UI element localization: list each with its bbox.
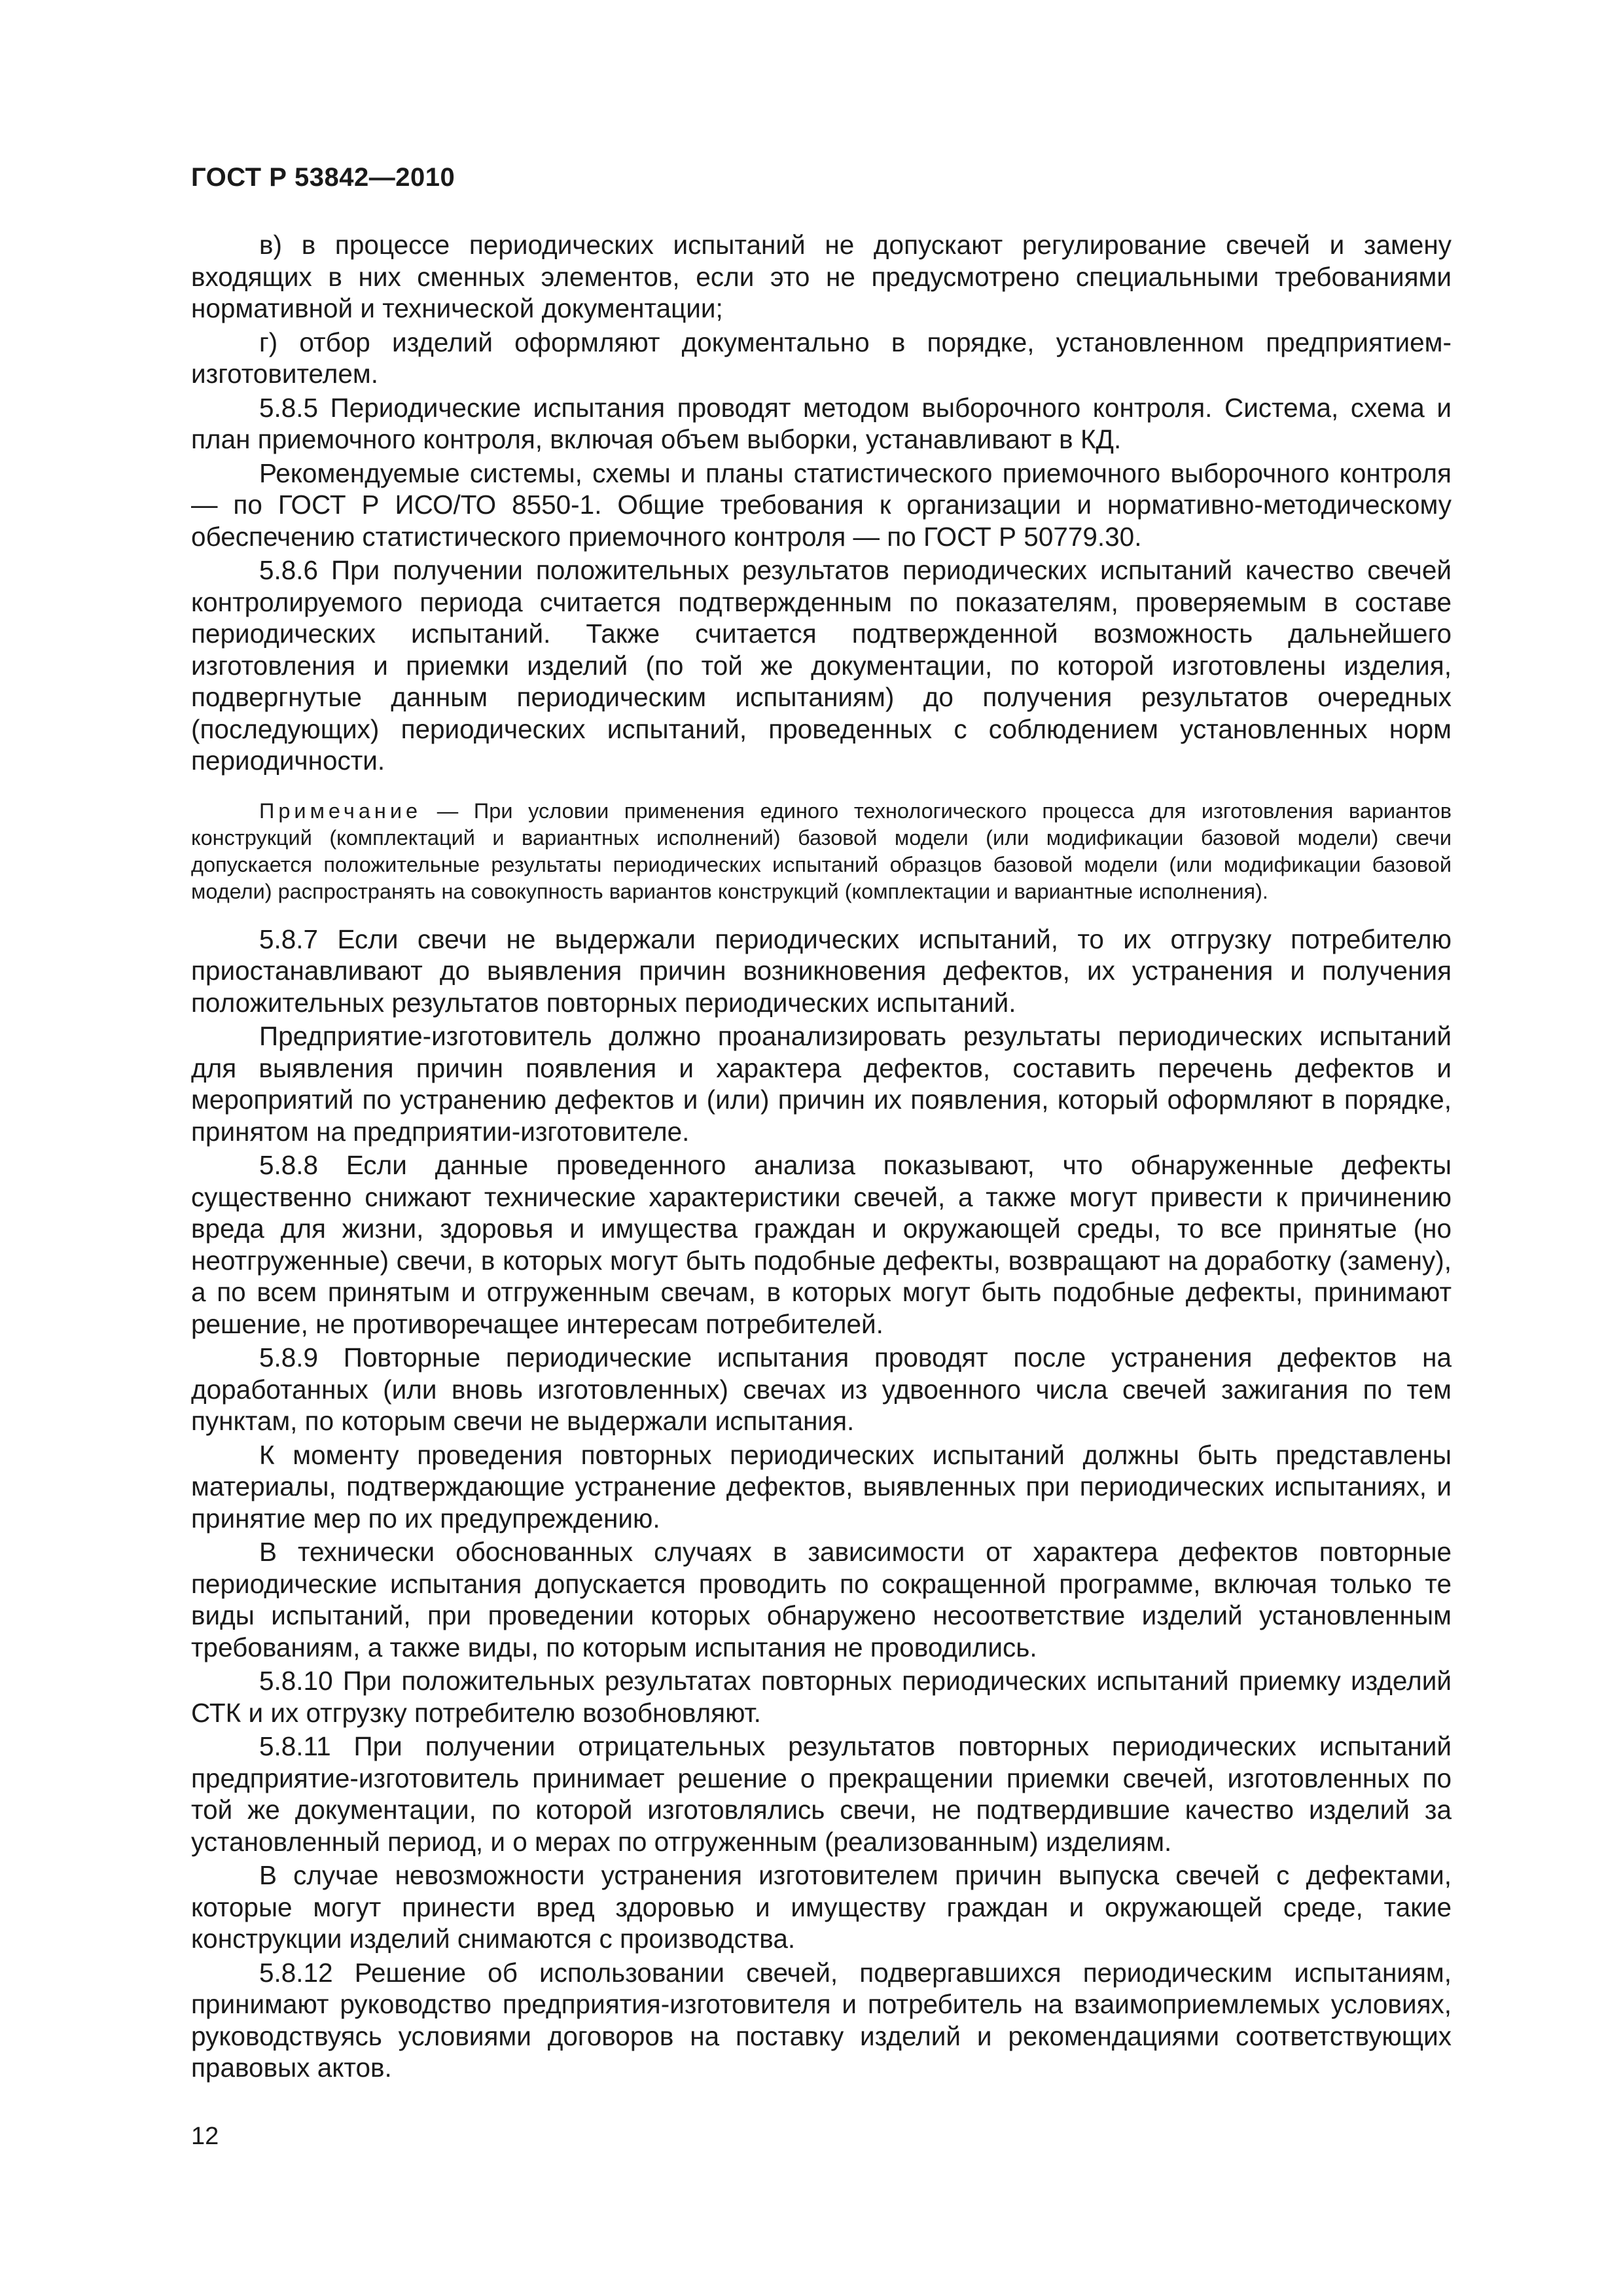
paragraph-5-8-7: 5.8.7 Если свечи не выдержали периодических испытаний, то их отгрузку потребителю приостанавливают до выявления причин возникновения дефектов, их устранения и получения положительных результатов повторных периодических испытаний.	[191, 924, 1452, 1018]
paragraph-5-8-5: 5.8.5 Периодические испытания проводят методом выборочного контроля. Система, схема и план приемочного контроля, включая объем выборки, устанавливают в КД.	[191, 392, 1452, 454]
paragraph-v: в) в процессе периодических испытаний не допускают регулирование свечей и замену входящих в них сменных элементов, если это не предусмотрено специальными требованиями нормативной и технической документации;	[191, 230, 1452, 323]
note-block	[191, 798, 1452, 905]
paragraph-5-8-10: 5.8.10 При положительных результатах повторных периодических испытаний приемку изделий СТК и их отгрузку потребителю возобновляют.	[191, 1666, 1452, 1728]
paragraph-5-8-12: 5.8.12 Решение об использовании свечей, подвергавшихся периодическим испытаниям, принимают руководство предприятия-изготовителя и потребитель на взаимоприемлемых условиях, руководствуясь условиями договоров на поставку изделий и рекомендациями соответствующих правовых актов.	[191, 1957, 1452, 2083]
document-header-code: ГОСТ Р 53842—2010	[191, 163, 455, 192]
document-body	[191, 229, 1452, 2086]
paragraph-materials: К моменту проведения повторных периодических испытаний должны быть представлены материалы, подтверждающие устранение дефектов, выявленных при периодических испытаниях, и принятие мер по их предупреждению.	[191, 1439, 1452, 1534]
paragraph-manufacturer-analysis: Предприятие-изготовитель должно проанализировать результаты периодических испытаний для выявления причин появления и характера дефектов, составить перечень дефектов и мероприятий по устранению дефектов и (или) причин их появления, который оформляют в порядке, принятом на предприятии-изготовителе.	[191, 1021, 1452, 1147]
paragraph-reduced-program: В технически обоснованных случаях в зависимости от характера дефектов повторные периодические испытания допускается проводить по сокращенной программе, включая только те виды испытаний, при проведении которых обнаружено несоответствие изделий установленным требованиям, а также виды, по которым испытания не проводились.	[191, 1537, 1452, 1662]
paragraph-5-8-9: 5.8.9 Повторные периодические испытания проводят после устранения дефектов на доработанных (или вновь изготовленных) свечах из удвоенного числа свечей зажигания по тем пунктам, по которым свечи не выдержали испытания.	[191, 1342, 1452, 1436]
paragraph-5-8-11: 5.8.11 При получении отрицательных результатов повторных периодических испытаний предприятие-изготовитель принимает решение о прекращении приемки свечей, изготовленных по той же документации, по которой изготовлялись свечи, не подтвердившие качество изделий за установленный период, и о мерах по отгруженным (реализованным) изделиям.	[191, 1731, 1452, 1857]
note-text: — При условии применения единого технологического процесса для изготовления вариантов конструкций (комплектаций и вариантных исполнений) базовой модели (или модификации базовой модели) свечи допускается положительные результаты периодических испытаний образцов базовой модели (или модификации базовой модели) распространять на совокупность вариантов конструкций (комплектации и вариантные исполнения).	[191, 798, 1452, 903]
page-number: 12	[191, 2123, 219, 2150]
paragraph-5-8-8: 5.8.8 Если данные проведенного анализа показывают, что обнаруженные дефекты существенно снижают технические характеристики свечей, а также могут привести к причинению вреда для жизни, здоровья и имущества граждан и окружающей среды, то все принятые (но неотгруженные) свечи, в которых могут быть подобные дефекты, возвращают на доработку (замену), а по всем принятым и отгруженным свечам, в которых могут быть подобные дефекты, принимают решение, не противоречащее интересам потребителей.	[191, 1150, 1452, 1339]
paragraph-production-removal: В случае невозможности устранения изготовителем причин выпуска свечей с дефектами, которые могут принести вред здоровью и имуществу граждан и окружающей среде, такие конструкции изделий снимаются с производства.	[191, 1860, 1452, 1954]
paragraph-g: г) отбор изделий оформляют документально в порядке, установленном предприятием-изготовителем.	[191, 327, 1452, 389]
paragraph-5-8-6: 5.8.6 При получении положительных результатов периодических испытаний качество свечей контролируемого периода считается подтвержденным по показателям, проверяемым в составе периодических испытаний. Также считается подтвержденной возможность дальнейшего изготовления и приемки изделий (по той же документации, по которой изготовлены изделия, подвергнутые данным периодическим испытаниям) до получения результатов очередных (последующих) периодических испытаний, проведенных с соблюдением установленных норм периодичности.	[191, 555, 1452, 776]
note-label: Примечание	[259, 798, 422, 823]
paragraph-recommended-systems: Рекомендуемые системы, схемы и планы статистического приемочного выборочного контроля — по ГОСТ Р ИСО/ТО 8550-1. Общие требования к организации и нормативно-методическому обеспечению статистического приемочного контроля — по ГОСТ Р 50779.30.	[191, 457, 1452, 552]
